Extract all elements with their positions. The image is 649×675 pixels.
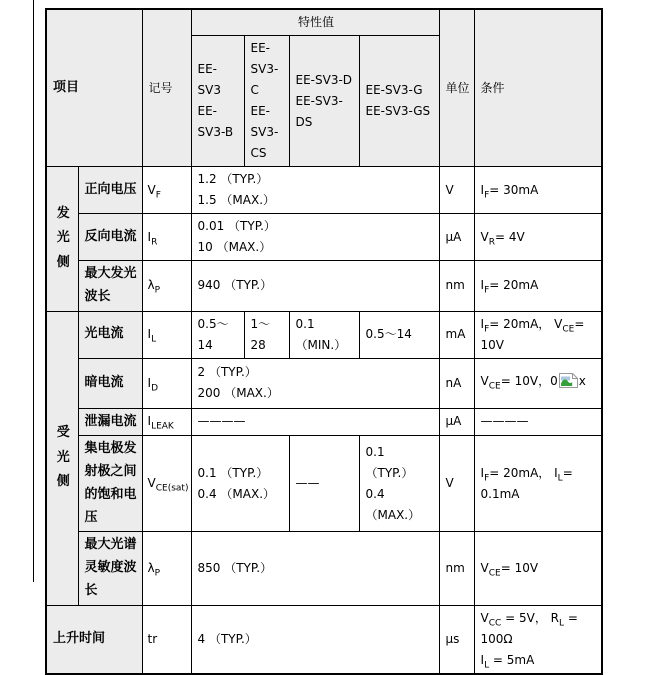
value-cell: 1.2 （TYP.） 1.5 （MAX.） — [191, 167, 439, 214]
symbol-cell: $I_L$ — [142, 311, 191, 358]
group-label-emitter: 发光侧 — [56, 205, 70, 271]
symbol-cell: $I_R$ — [142, 214, 191, 261]
broken-image-icon — [559, 373, 578, 395]
unit-cell: nA — [439, 358, 474, 408]
header-characteristic-value: 特性值 — [191, 9, 439, 36]
symbol-cell: $\lambda_P$ — [142, 261, 191, 312]
symbol-cell: tr — [142, 605, 191, 674]
value-cell: 0.1 （MIN.） — [289, 311, 359, 358]
row-peak-spectral-sensitivity-wavelength — [46, 532, 602, 605]
condition-cell: $I_F= 20mA$， $V_{CE}= 10V$ — [474, 311, 602, 358]
unit-cell: nm — [439, 532, 474, 605]
item-label-cell: 泄漏电流 — [78, 408, 142, 436]
unit-cell: V — [439, 167, 474, 214]
value-cell: 940 （TYP.） — [191, 261, 439, 312]
symbol-cell: $V_F$ — [142, 167, 191, 214]
item-label-cell: 上升时间 — [46, 605, 142, 674]
value-cell: 1～28 — [244, 311, 289, 358]
value-cell: 4 （TYP.） — [191, 605, 439, 674]
item-label-cell: 最大光谱灵敏度波长 — [78, 532, 142, 605]
row-peak-emission-wavelength — [46, 261, 602, 312]
header-symbol: 记号 — [142, 9, 191, 167]
spec-table — [45, 8, 603, 675]
value-cell: 0.1 （TYP.） 0.4 （MAX.） — [191, 436, 289, 532]
unit-cell: μA — [439, 408, 474, 436]
row-rise-time — [46, 605, 602, 674]
condition-cell: $I_F= 20mA$， $I_L= 0.1mA$ — [474, 436, 602, 532]
header-model-sv3-b: EE-SV3 EE-SV3-B — [191, 36, 244, 167]
row-collector-emitter-saturation-voltage — [46, 436, 602, 532]
value-cell: 2 （TYP.） 200 （MAX.） — [191, 358, 439, 408]
row-dark-current — [46, 358, 602, 408]
row-reverse-current — [46, 214, 602, 261]
condition-cell: ———— — [474, 408, 602, 436]
group-label-detector: 受光侧 — [56, 424, 70, 490]
value-cell: 0.01 （TYP.） 10 （MAX.） — [191, 214, 439, 261]
value-cell: 0.5～14 — [191, 311, 244, 358]
unit-cell: nm — [439, 261, 474, 312]
unit-cell: μA — [439, 214, 474, 261]
header-row-top — [46, 9, 602, 36]
row-light-current — [46, 311, 602, 358]
value-cell: ———— — [191, 408, 439, 436]
value-cell: 0.1 （TYP.） 0.4 （MAX.） — [359, 436, 439, 532]
condition-cell: $V_{CC} = 5V$， $R_L = 100\Omega$ $I_L = 5mA$ — [474, 605, 602, 674]
page-edge-line — [33, 0, 34, 582]
condition-cell: $V_{CE}= 10V$ — [474, 532, 602, 605]
value-cell: 850 （TYP.） — [191, 532, 439, 605]
header-model-sv3-c-cs: EE-SV3-C EE-SV3-CS — [244, 36, 289, 167]
condition-cell: $V_R= 4V$ — [474, 214, 602, 261]
header-model-sv3-g-gs: EE-SV3-G EE-SV3-GS — [359, 36, 439, 167]
unit-cell: mA — [439, 311, 474, 358]
item-label-cell: 光电流 — [78, 311, 142, 358]
symbol-cell: $I_D$ — [142, 358, 191, 408]
item-label-cell: 集电极发射极之间的饱和电压 — [78, 436, 142, 532]
header-unit: 单位 — [439, 9, 474, 167]
header-model-sv3-d-ds: EE-SV3-D EE-SV3-DS — [289, 36, 359, 167]
unit-cell: μs — [439, 605, 474, 674]
row-leakage-current — [46, 408, 602, 436]
unit-cell: V — [439, 436, 474, 532]
condition-cell: $I_F= 20mA$ — [474, 261, 602, 312]
header-item: 项目 — [46, 9, 142, 167]
symbol-cell: $V_{CE(sat)}$ — [142, 436, 191, 532]
item-label-cell: 正向电压 — [78, 167, 142, 214]
symbol-cell: $\lambda_P$ — [142, 532, 191, 605]
item-label-cell: 暗电流 — [78, 358, 142, 408]
item-label-cell: 最大发光波长 — [78, 261, 142, 312]
group-cell-emitter — [46, 167, 78, 312]
condition-cell: $I_F= 30mA$ — [474, 167, 602, 214]
row-forward-voltage — [46, 167, 602, 214]
condition-cell: $V_{CE}= 10V$，0 x — [474, 358, 602, 408]
header-condition: 条件 — [474, 9, 602, 167]
symbol-cell: $I_{LEAK}$ — [142, 408, 191, 436]
item-label-cell: 反向电流 — [78, 214, 142, 261]
group-cell-detector — [46, 311, 78, 605]
value-cell: 0.5～14 — [359, 311, 439, 358]
value-cell: —— — [289, 436, 359, 532]
